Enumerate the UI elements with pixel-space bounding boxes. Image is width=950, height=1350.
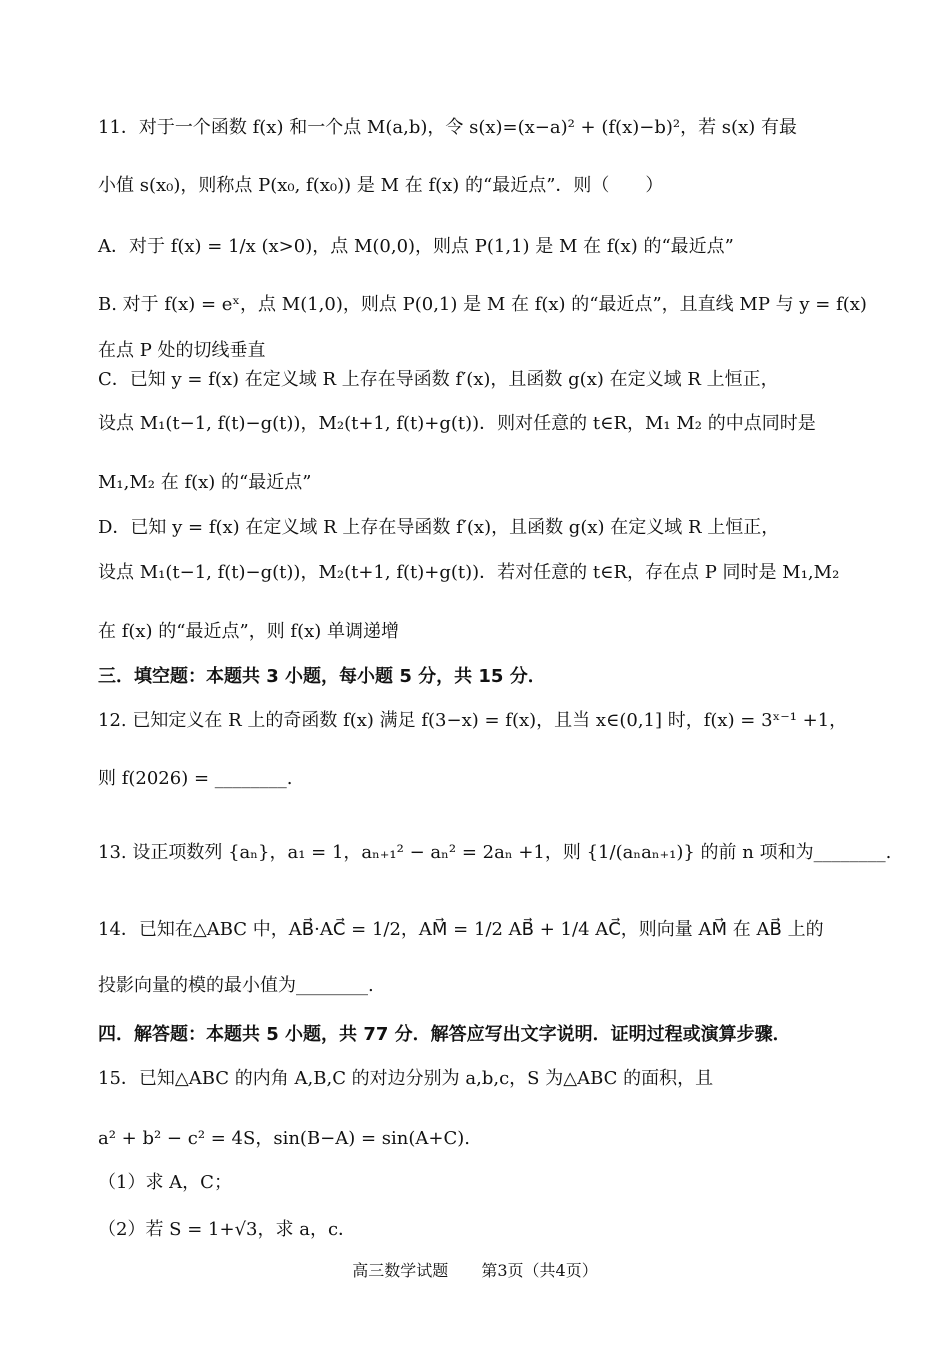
q11-option-c-line1: C．已知 y = f(x) 在定义域 R 上存在导函数 f′(x)，且函数 g(x) 在定义域 R 上恒正， xyxy=(98,369,779,390)
q12-line2: 则 f(2026) = ________. xyxy=(98,768,293,789)
q15-part2: （2）若 S = 1+√3，求 a，c． xyxy=(98,1219,357,1240)
q11-stem-line1: 11．对于一个函数 f(x) 和一个点 M(a,b)，令 s(x)=(x−a)² + (f(x)−b)²，若 s(x) 有最 xyxy=(98,117,797,138)
q11-option-a: A．对于 f(x) = 1/x (x>0)，点 M(0,0)，则点 P(1,1) 是 M 在 f(x) 的“最近点” xyxy=(98,236,734,257)
q11-option-d-line2: 设点 M₁(t−1, f(t)−g(t))，M₂(t+1, f(t)+g(t))．若对任意的 t∈R，存在点 P 同时是 M₁,M₂ xyxy=(98,562,840,583)
page-footer xyxy=(0,1258,950,1281)
q13: 13. 设正项数列 {aₙ}，a₁ = 1，aₙ₊₁² − aₙ² = 2aₙ +1，则 {1/(aₙaₙ₊₁)} 的前 n 项和为________. xyxy=(98,842,892,863)
q11-option-b-line2: 在点 P 处的切线垂直 xyxy=(98,340,266,361)
q15-line1: 15．已知△ABC 的内角 A,B,C 的对边分别为 a,b,c，S 为△ABC 的面积，且 xyxy=(98,1068,714,1089)
footer-title: 高三数学试题 xyxy=(352,1261,449,1280)
q14-line2: 投影向量的模的最小值为________. xyxy=(98,975,374,996)
q14-line1: 14．已知在△ABC 中，AB⃗·AC⃗ = 1/2，AM⃗ = 1/2 AB⃗ + 1/4 AC⃗，则向量 AM⃗ 在 AB⃗ 上的 xyxy=(98,919,824,940)
q12-line1: 12. 已知定义在 R 上的奇函数 f(x) 满足 f(3−x) = f(x)，且当 x∈(0,1] 时，f(x) = 3ˣ⁻¹ +1， xyxy=(98,710,848,731)
q15-part1: （1）求 A，C； xyxy=(98,1172,232,1193)
section4-heading: 四．解答题：本题共 5 小题，共 77 分．解答应写出文字说明．证明过程或演算步骤． xyxy=(98,1024,791,1045)
q11-option-c-line3: M₁,M₂ 在 f(x) 的“最近点” xyxy=(98,472,312,493)
q11-option-d-line3: 在 f(x) 的“最近点”，则 f(x) 单调递增 xyxy=(98,621,400,642)
q11-option-b-line1: B. 对于 f(x) = eˣ，点 M(1,0)，则点 P(0,1) 是 M 在 f(x) 的“最近点”，且直线 MP 与 y = f(x) xyxy=(98,294,867,315)
footer-page-number: 第3页（共4页） xyxy=(481,1261,598,1280)
q15-line2: a² + b² − c² = 4S，sin(B−A) = sin(A+C). xyxy=(98,1128,471,1149)
section3-heading: 三．填空题：本题共 3 小题，每小题 5 分，共 15 分． xyxy=(98,666,546,687)
q11-option-d-line1: D．已知 y = f(x) 在定义域 R 上存在导函数 f′(x)，且函数 g(x) 在定义域 R 上恒正， xyxy=(98,517,780,538)
q11-option-c-line2: 设点 M₁(t−1, f(t)−g(t))，M₂(t+1, f(t)+g(t))．则对任意的 t∈R，M₁ M₂ 的中点同时是 xyxy=(98,413,816,434)
q11-stem-line2: 小值 s(x₀)，则称点 P(x₀, f(x₀)) 是 M 在 f(x) 的“最近点”．则（ ） xyxy=(98,175,664,196)
